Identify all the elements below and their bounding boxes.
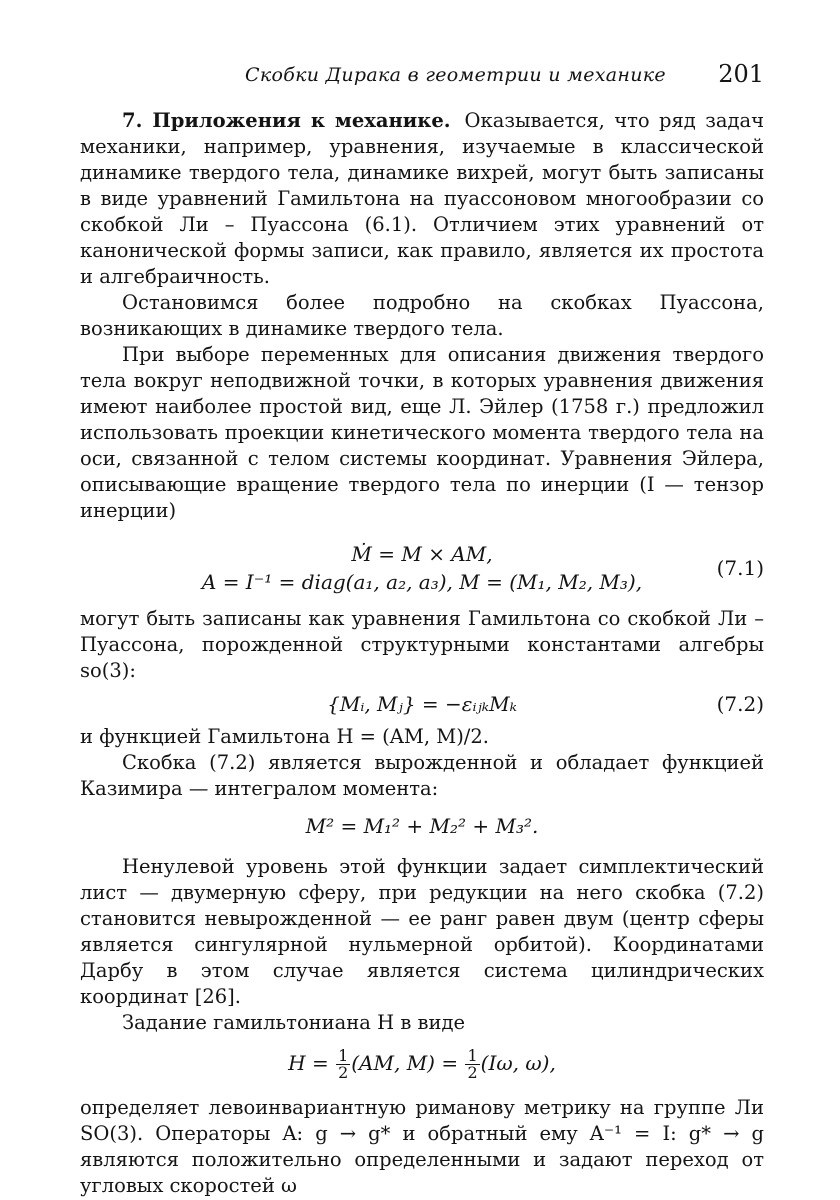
equation-number: (7.2) bbox=[716, 692, 764, 716]
casimir-equation bbox=[80, 812, 764, 840]
equation-number: (7.1) bbox=[716, 556, 764, 580]
fraction-numerator: 1 bbox=[467, 1046, 478, 1065]
section-intro-paragraph bbox=[80, 108, 764, 290]
running-head bbox=[80, 60, 764, 92]
fraction-numerator: 1 bbox=[338, 1046, 349, 1065]
paragraph: и функцией Гамильтона H = (AM, M)/2. bbox=[80, 725, 489, 748]
equation-part: (AM, M) = bbox=[351, 1051, 459, 1075]
equation-text: {Mᵢ, Mⱼ} = −εᵢⱼₖMₖ bbox=[327, 692, 517, 716]
running-title: Скобки Дирака в геометрии и механике bbox=[245, 64, 666, 86]
equation-part: H = bbox=[288, 1051, 329, 1075]
fraction-denominator: 2 bbox=[338, 1063, 349, 1082]
paragraph: Задание гамильтониана H в виде bbox=[122, 1011, 466, 1034]
page-body bbox=[80, 108, 764, 1199]
section-intro-text: Оказывается, что ряд задач механики, например, уравнения, изучаемые в классической динамике твердого тела, динамике вихрей, могут быть записаны в виде уравнений Гамильтона на пуассоновом многообразии со скобкой Ли – Пуассона (6.1). Отличием этих уравнений от канонической формы записи, как правило, является их простота и алгебраичность. bbox=[80, 109, 764, 288]
equation-part: (Iω, ω), bbox=[480, 1051, 556, 1075]
fraction-denominator: 2 bbox=[467, 1063, 478, 1082]
fraction-half bbox=[465, 1048, 479, 1081]
equation-text: M² = M₁² + M₂² + M₃². bbox=[305, 814, 539, 838]
paragraph: могут быть записаны как уравнения Гамильтона со скобкой Ли – Пуассона, порожденной структурными константами алгебры so(3): bbox=[80, 607, 764, 682]
paragraph: Остановимся более подробно на скобках Пуассона, возникающих в динамике твердого тела. bbox=[80, 291, 764, 340]
equation-line: A = I⁻¹ = diag(a₁, a₂, a₃), M = (M₁, M₂, M₃), bbox=[201, 570, 643, 594]
paragraph: определяет левоинвариантную риманову метрику на группе Ли SO(3). Операторы A: g → g* и обратный ему A⁻¹ = I: g* → g являются положительно определенными и задают переход от угловых скоростей ω bbox=[80, 1096, 764, 1197]
equation-7-2 bbox=[80, 690, 764, 718]
fraction-half bbox=[336, 1048, 350, 1081]
equation-7-1 bbox=[80, 540, 764, 596]
paragraph: Скобка (7.2) является вырожденной и обладает функцией Казимира — интегралом момента: bbox=[80, 751, 764, 800]
hamiltonian-equation bbox=[80, 1048, 764, 1081]
section-heading: 7. Приложения к механике. bbox=[122, 109, 451, 132]
paragraph: Ненулевой уровень этой функции задает симплектический лист — двумерную сферу, при редукции на него скобка (7.2) становится невырожденной — ее ранг равен двум (центр сферы является сингулярной нульмерной орбитой). Координатами Дарбу в этом случае является система цилиндрических координат [26]. bbox=[80, 855, 764, 1008]
paragraph: При выборе переменных для описания движения твердого тела вокруг неподвижной точки, в которых уравнения движения имеют наиболее простой вид, еще Л. Эйлер (1758 г.) предложил использовать проекции кинетического момента твердого тела на оси, связанной с телом системы координат. Уравнения Эйлера, описывающие вращение твердого тела по инерции (I — тензор инерции) bbox=[80, 343, 764, 522]
equation-line: Ṁ = M × AM, bbox=[351, 542, 493, 566]
page-number: 201 bbox=[718, 60, 764, 88]
